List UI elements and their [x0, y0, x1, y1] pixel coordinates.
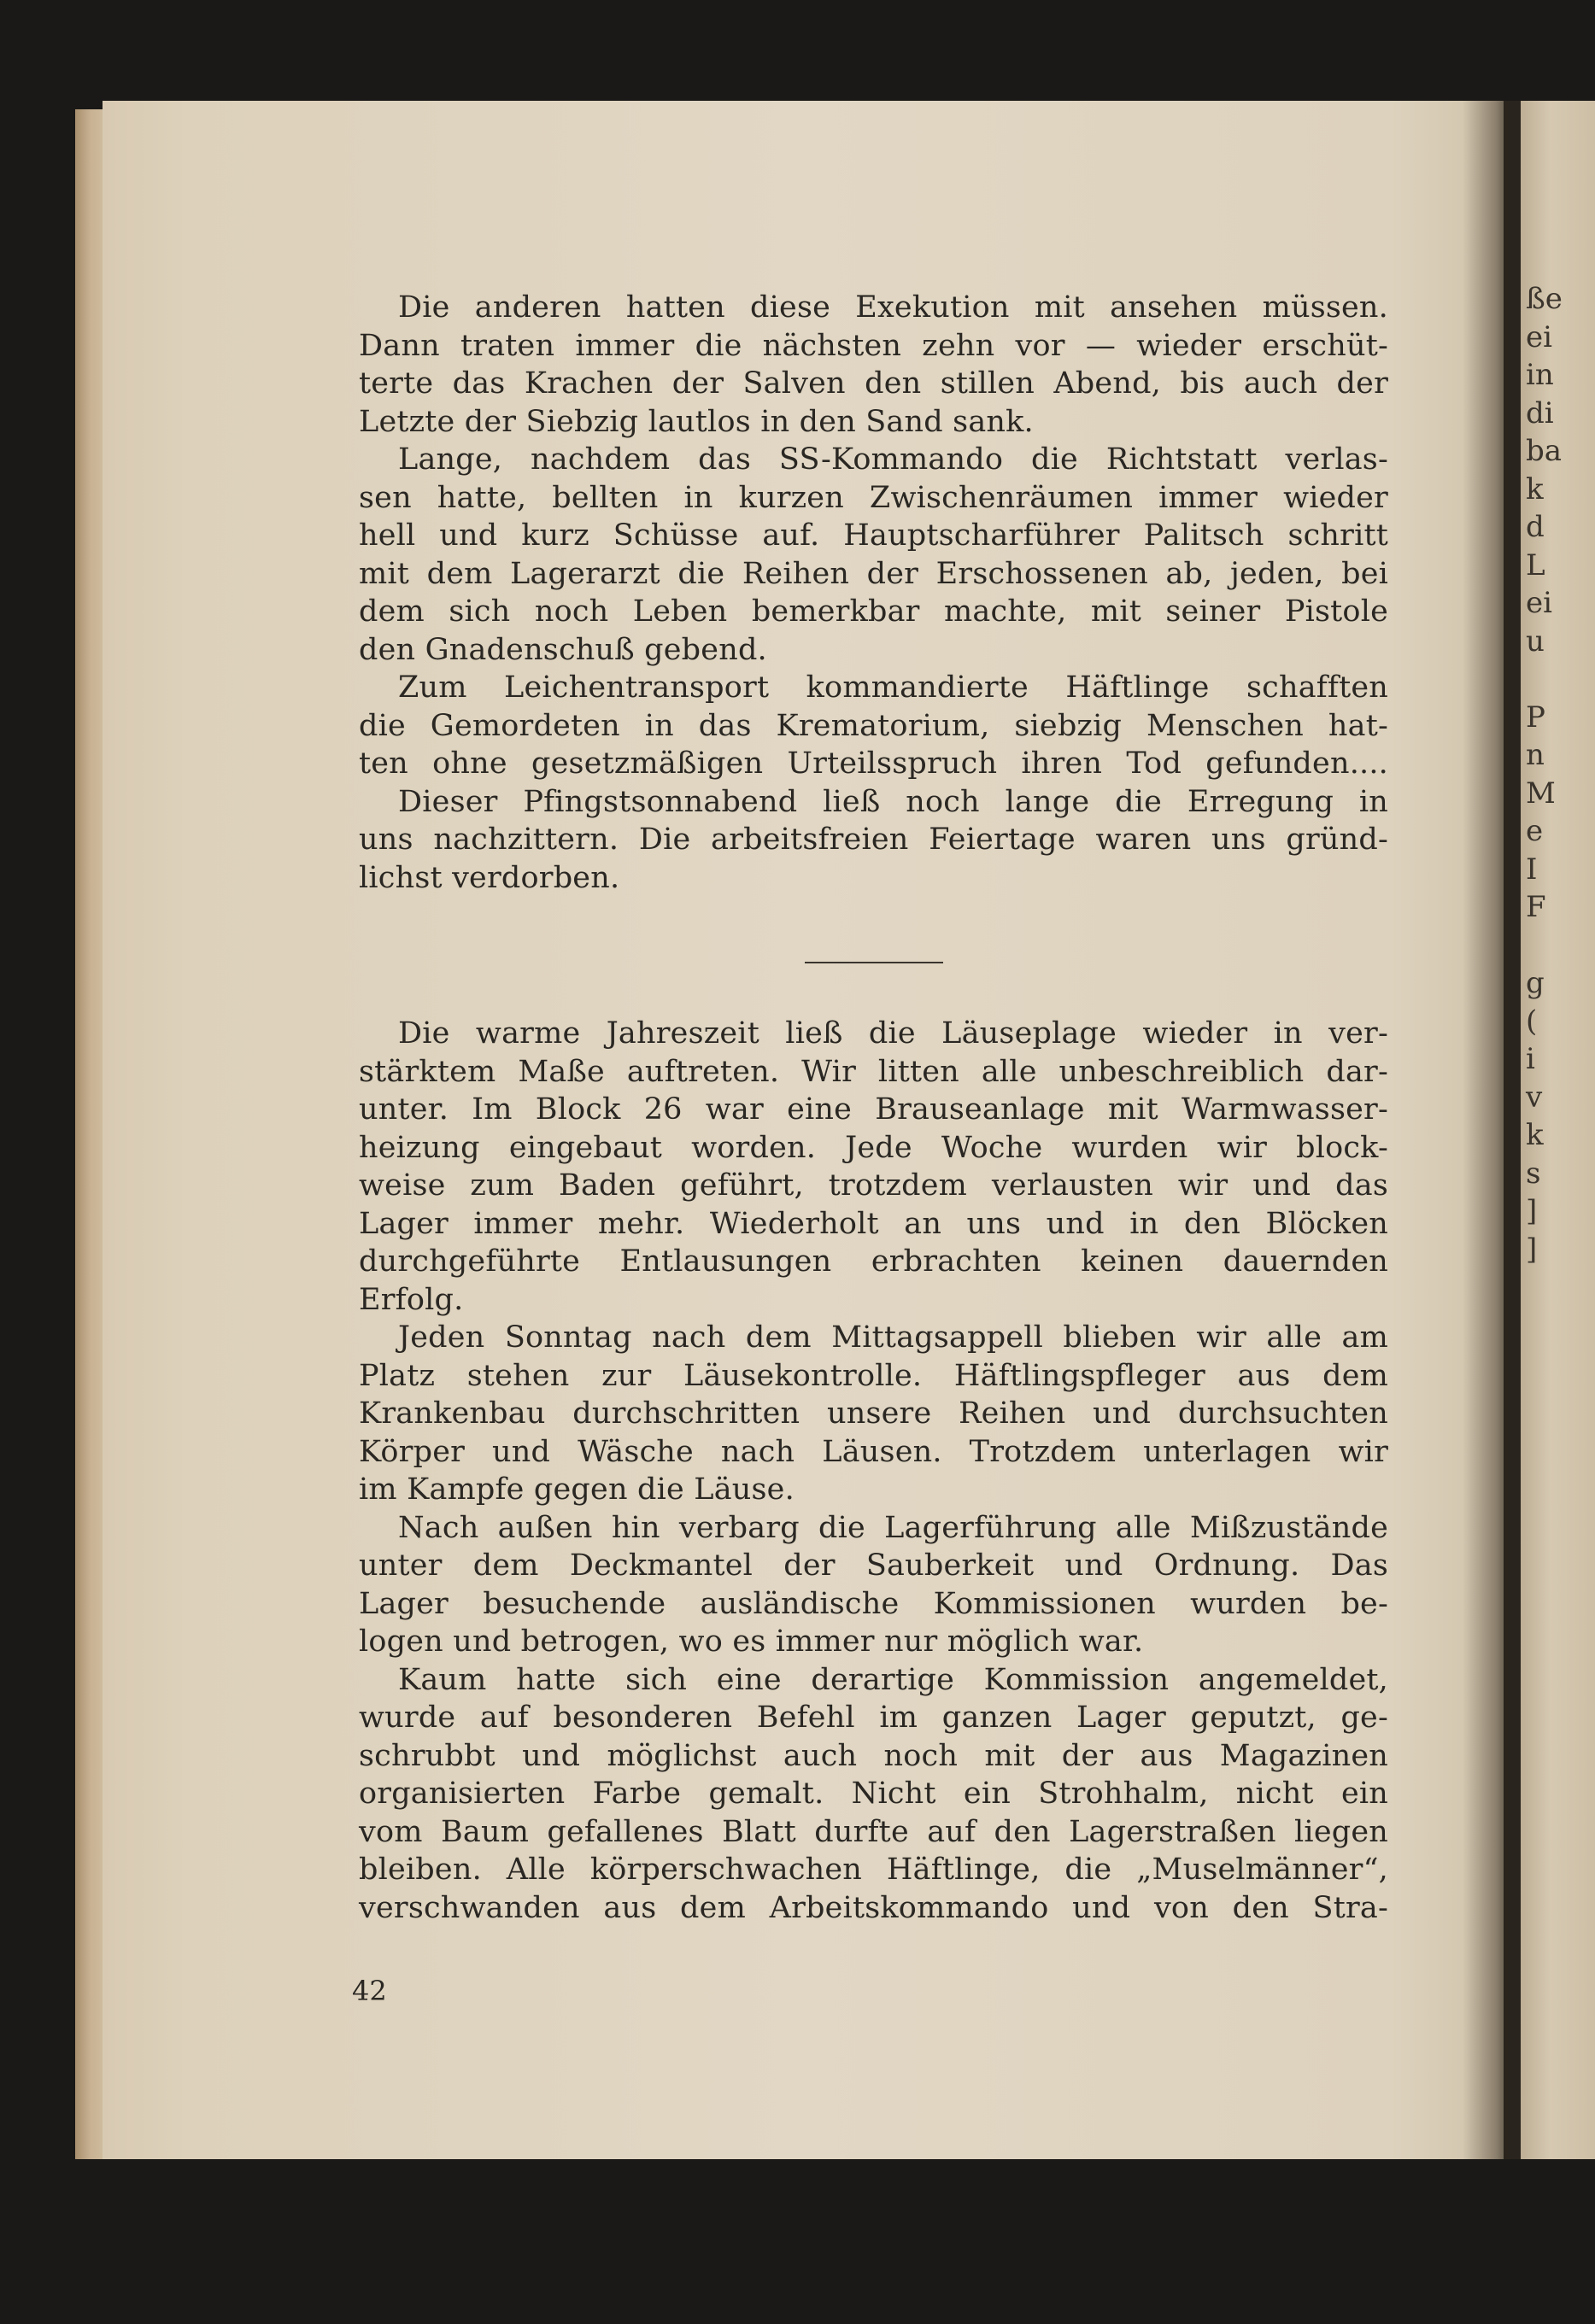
- text-line: logen und betrogen, wo es immer nur möglich war.: [359, 1624, 1144, 1659]
- adjacent-line: ei: [1526, 586, 1552, 620]
- adjacent-line: I: [1526, 852, 1538, 887]
- text-line: Lange, nachdem das SS-Kommando die Richtstatt verlas-: [398, 442, 1388, 477]
- adjacent-line: L: [1526, 547, 1545, 582]
- adjacent-line: k: [1526, 471, 1544, 506]
- text-line: organisierten Farbe gemalt. Nicht ein Strohhalm, nicht ein: [359, 1777, 1388, 1811]
- text-line: Kaum hatte sich eine derartige Kommission angemeldet,: [398, 1662, 1388, 1697]
- text-line: die Gemordeten in das Krematorium, siebzig Menschen hat-: [359, 708, 1388, 743]
- adjacent-line: ba: [1526, 434, 1563, 468]
- text-section-2: [359, 1015, 1388, 1927]
- text-line: uns nachzittern. Die arbeitsfreien Feiertage waren uns gründ-: [359, 822, 1388, 857]
- adjacent-line: e: [1526, 814, 1544, 848]
- text-line: Die anderen hatten diese Exekution mit ansehen müssen.: [398, 290, 1388, 325]
- adjacent-line: F: [1526, 890, 1546, 924]
- text-line: stärktem Maße auftreten. Wir litten alle unbeschreiblich dar-: [359, 1054, 1388, 1089]
- adjacent-line: di: [1526, 395, 1554, 430]
- text-line: Zum Leichentransport kommandierte Häftlinge schafften: [398, 670, 1388, 705]
- text-line: schrubbt und möglichst auch noch mit der aus Magazinen: [359, 1738, 1388, 1773]
- text-line: Körper und Wäsche nach Läusen. Trotzdem unterlagen wir: [359, 1434, 1388, 1469]
- text-line: weise zum Baden geführt, trotzdem verlausten wir und das: [359, 1168, 1388, 1203]
- adjacent-line: ei: [1526, 319, 1552, 354]
- adjacent-line: i: [1526, 1042, 1535, 1076]
- page-number: 42: [352, 1975, 387, 2007]
- text-line: Erfolg.: [359, 1282, 464, 1317]
- adjacent-line: s: [1526, 1156, 1541, 1191]
- section-divider: [805, 962, 943, 963]
- book-gutter: [1463, 101, 1522, 2159]
- adjacent-line: g: [1526, 966, 1545, 1000]
- text-line: Nach außen hin verbarg die Lagerführung alle Mißzustände: [398, 1510, 1388, 1545]
- text-line: Lager besuchende ausländische Kommissionen wurden be-: [359, 1586, 1388, 1621]
- text-line: vom Baum gefallenes Blatt durfte auf den Lagerstraßen liegen: [359, 1814, 1388, 1849]
- text-line: dem sich noch Leben bemerkbar machte, mit seiner Pistole: [359, 594, 1388, 629]
- text-line: heizung eingebaut worden. Jede Woche wurden wir block-: [359, 1130, 1388, 1165]
- text-line: Die warme Jahreszeit ließ die Läuseplage wieder in ver-: [398, 1016, 1388, 1051]
- text-line: den Gnadenschuß gebend.: [359, 632, 767, 667]
- adjacent-line: n: [1526, 738, 1545, 772]
- text-line: hell und kurz Schüsse auf. Hauptscharführer Palitsch schritt: [359, 518, 1388, 553]
- adjacent-line: k: [1526, 1118, 1544, 1152]
- adjacent-line: u: [1526, 623, 1545, 659]
- text-line: im Kampfe gegen die Läuse.: [359, 1472, 795, 1507]
- adjacent-line: in: [1526, 358, 1554, 392]
- adjacent-line: M: [1526, 776, 1556, 811]
- adjacent-line: [1521, 927, 1595, 965]
- adjacent-line: ]: [1526, 1194, 1538, 1228]
- adjacent-line: v: [1526, 1080, 1543, 1115]
- text-line: mit dem Lagerarzt die Reihen der Erschossenen ab, jeden, bei: [359, 556, 1388, 591]
- text-line: sen hatte, bellten in kurzen Zwischenräumen immer wieder: [359, 480, 1388, 515]
- text-line: bleiben. Alle körperschwachen Häftlinge, die „Muselmänner“,: [359, 1853, 1388, 1887]
- text-line: durchgeführte Entlausungen erbrachten keinen dauernden: [359, 1244, 1388, 1279]
- adjacent-line: (: [1526, 1004, 1538, 1039]
- text-line: unter dem Deckmantel der Sauberkeit und Ordnung. Das: [359, 1548, 1388, 1583]
- text-line: Dann traten immer die nächsten zehn vor — wieder erschüt-: [359, 328, 1388, 363]
- text-line: unter. Im Block 26 war eine Brauseanlage mit Warmwasser-: [359, 1092, 1388, 1127]
- text-line: terte das Krachen der Salven den stillen Abend, bis auch der: [359, 366, 1388, 401]
- adjacent-line: P: [1526, 700, 1545, 735]
- text-line: wurde auf besonderen Befehl im ganzen Lager geputzt, ge-: [359, 1701, 1388, 1735]
- adjacent-line: ]: [1526, 1232, 1538, 1267]
- text-section-1: [359, 289, 1388, 897]
- text-line: Lager immer mehr. Wiederholt an uns und in den Blöcken: [359, 1206, 1388, 1241]
- text-line: verschwanden aus dem Arbeitskommando und von den Stra-: [359, 1890, 1388, 1925]
- adjacent-line: d: [1526, 510, 1545, 544]
- text-line: ten ohne gesetzmäßigen Urteilsspruch ihren Tod gefunden....: [359, 746, 1388, 781]
- adjacent-line: ße: [1526, 282, 1563, 316]
- text-line: Dieser Pfingstsonnabend ließ noch lange die Erregung in: [398, 784, 1388, 819]
- text-line: Letzte der Siebzig lautlos in den Sand sank.: [359, 404, 1034, 439]
- text-line: Jeden Sonntag nach dem Mittagsappell blieben wir alle am: [398, 1320, 1388, 1355]
- adjacent-page-fragment: [1521, 101, 1595, 2159]
- text-line: Platz stehen zur Läusekontrolle. Häftlingspfleger aus dem: [359, 1358, 1388, 1393]
- adjacent-line: [1521, 660, 1595, 699]
- text-line: Krankenbau durchschritten unsere Reihen und durchsuchten: [359, 1396, 1388, 1431]
- text-line: lichst verdorben.: [359, 860, 620, 895]
